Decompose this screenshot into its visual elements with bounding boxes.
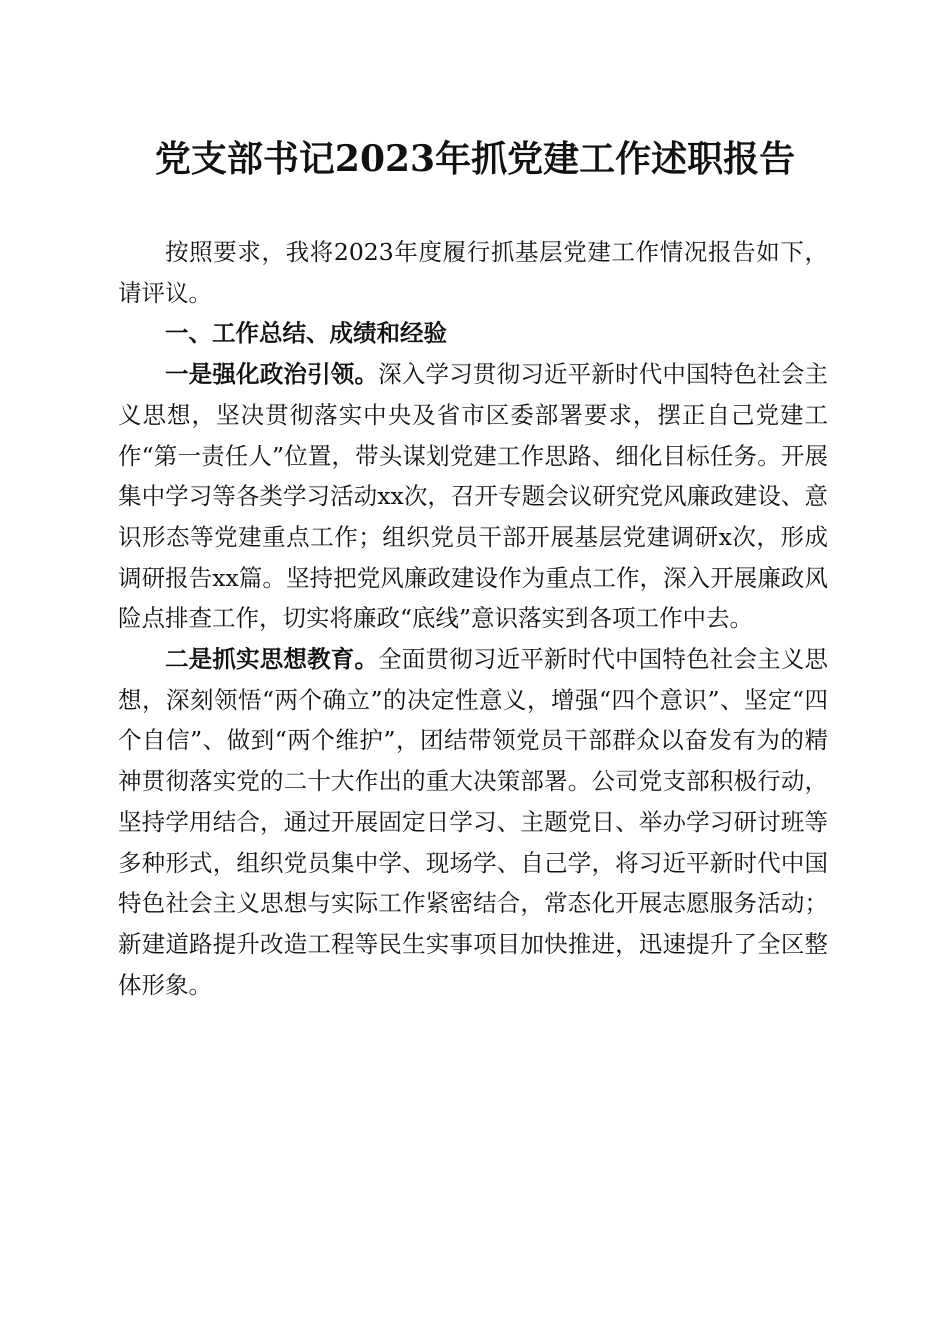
- paragraph-text: 深入学习贯彻习近平新时代中国特色社会主义思想，坚决贯彻落实中央及省市区委部署要求，摆正自己党建工作“第一责任人”位置，带头谋划党建工作思路、细化目标任务。开展集中学习等各类学习活动xx次，召开专题会议研究党风廉政建设、意识形态等党建重点工作；组织党员干部开展基层党建调研x次，形成调研报告xx篇。坚持把党风廉政建设作为重点工作，深入开展廉政风险点排查工作，切实将廉政“底线”意识落实到各项工作中去。: [118, 360, 829, 633]
- paragraph-political-leadership: [118, 354, 828, 639]
- paragraph-lead: 一是强化政治引领。: [165, 360, 379, 389]
- paragraph-text: 全面贯彻习近平新时代中国特色社会主义思想，深刻领悟“两个确立”的决定性意义，增强“四个意识”、坚定“四个自信”、做到“两个维护”，团结带领党员干部群众以奋发有为的精神贯彻落实党的二十大作出的重大决策部署。公司党支部积极行动，坚持学用结合，通过开展固定日学习、主题党日、举办学习研讨班等多种形式，组织党员集中学、现场学、自己学，将习近平新时代中国特色社会主义思想与实际工作紧密结合，常态化开展志愿服务活动；新建道路提升改造工程等民生实事项目加快推进，迅速提升了全区整体形象。: [118, 645, 829, 999]
- section-heading: 一、工作总结、成绩和经验: [165, 319, 447, 348]
- intro-paragraph: 按照要求，我将2023年度履行抓基层党建工作情况报告如下，请评议。: [118, 238, 828, 307]
- paragraph-ideological-education: [118, 639, 828, 1005]
- paragraph-lead: 二是抓实思想教育。: [165, 645, 379, 674]
- document-title: 党支部书记2023年抓党建工作述职报告: [154, 138, 796, 180]
- document-body: [118, 232, 828, 1005]
